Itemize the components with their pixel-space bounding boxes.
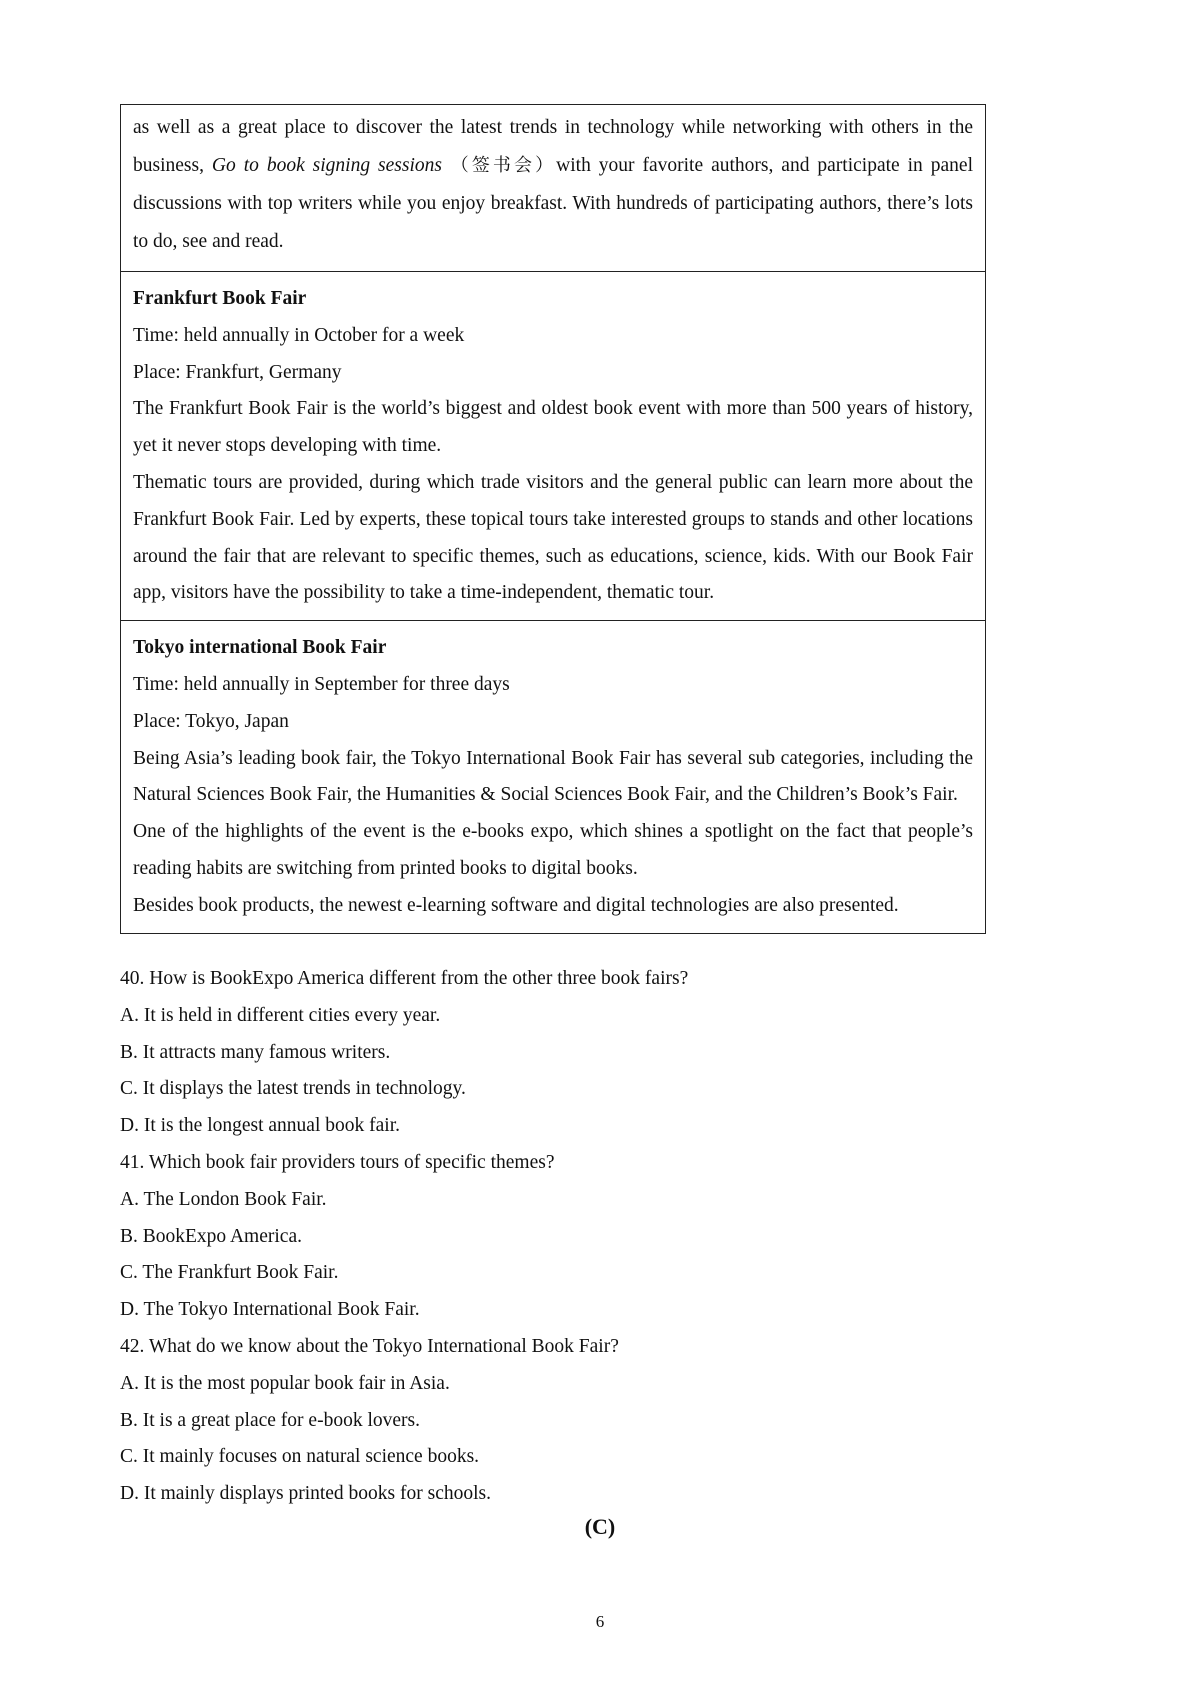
frankfurt-paragraph-2: Thematic tours are provided, during which trade visitors and the general public can learn more about the Frankfurt Book Fair. Led by experts, these topical tours take interested groups to stands and other locations around the fair that are relevant to specific themes, such as educations, science, kids. With our Book Fair app, visitors have the possibility to take a time-independent, thematic tour. <box>133 471 973 604</box>
book-fair-table <box>120 104 986 934</box>
question-40 <box>120 961 1020 1145</box>
frankfurt-time: Time: held annually in October for a week <box>133 324 465 346</box>
frankfurt-title: Frankfurt Book Fair <box>133 288 307 309</box>
section-label: (C) <box>584 1514 616 1539</box>
question-stem: 40. How is BookExpo America different from the other three book fairs? <box>120 968 689 989</box>
question-option: D. It is the longest annual book fair. <box>120 1115 400 1137</box>
question-option: B. It is a great place for e-book lovers. <box>120 1409 420 1431</box>
tokyo-cell <box>121 621 985 932</box>
tokyo-time: Time: held annually in September for three days <box>133 673 510 695</box>
bookexpo-cell-continued <box>121 105 985 272</box>
tokyo-paragraph-2: One of the highlights of the event is the e-books expo, which shines a spotlight on the fact that people’s reading habits are switching from printed books to digital books. <box>133 821 973 879</box>
page-number: 6 <box>595 1612 605 1631</box>
question-option: D. The Tokyo International Book Fair. <box>120 1299 420 1321</box>
question-option: C. The Frankfurt Book Fair. <box>120 1262 339 1284</box>
question-option: D. It mainly displays printed books for schools. <box>120 1483 492 1505</box>
question-stem: 41. Which book fair providers tours of specific themes? <box>120 1151 555 1173</box>
frankfurt-paragraph-1: The Frankfurt Book Fair is the world’s biggest and oldest book event with more than 500 years of history, yet it never stops developing with time. <box>133 398 973 457</box>
question-42 <box>120 1329 1020 1513</box>
question-option: C. It mainly focuses on natural science books. <box>120 1446 480 1468</box>
bookexpo-paragraph <box>133 109 973 261</box>
frankfurt-cell <box>121 272 985 621</box>
question-option: A. It is the most popular book fair in Asia. <box>120 1372 450 1394</box>
question-stem: 42. What do we know about the Tokyo International Book Fair? <box>120 1335 619 1357</box>
tokyo-paragraph-1: Being Asia’s leading book fair, the Tokyo International Book Fair has several sub categories, including the Natural Sciences Book Fair, the Humanities & Social Sciences Book Fair, and the Children’s Book’s Fair. <box>133 747 973 806</box>
question-41 <box>120 1145 1020 1329</box>
bookexpo-text-part1: as well as a great place to discover the latest trends in technology while networking with others in the business, <box>133 117 973 176</box>
question-option: B. BookExpo America. <box>120 1225 302 1247</box>
tokyo-title: Tokyo international Book Fair <box>133 637 387 659</box>
question-option: A. The London Book Fair. <box>120 1188 327 1210</box>
frankfurt-place: Place: Frankfurt, Germany <box>133 361 342 383</box>
question-list <box>120 961 1020 1513</box>
tokyo-paragraph-3: Besides book products, the newest e-learning software and digital technologies are also presented. <box>133 894 899 916</box>
question-option: C. It displays the latest trends in technology. <box>120 1078 466 1100</box>
tokyo-place: Place: Tokyo, Japan <box>133 710 289 732</box>
question-option: B. It attracts many famous writers. <box>120 1041 391 1063</box>
bookexpo-cjk-gloss: （签书会） <box>441 155 557 176</box>
question-option: A. It is held in different cities every year. <box>120 1004 441 1026</box>
bookexpo-text-part2: with your favorite authors, and participate in panel discussions with top writers while you enjoy breakfast. With hundreds of participating authors, there’s lots to do, see and read. <box>133 155 973 252</box>
bookexpo-italic-phrase: Go to book signing sessions <box>211 155 442 176</box>
